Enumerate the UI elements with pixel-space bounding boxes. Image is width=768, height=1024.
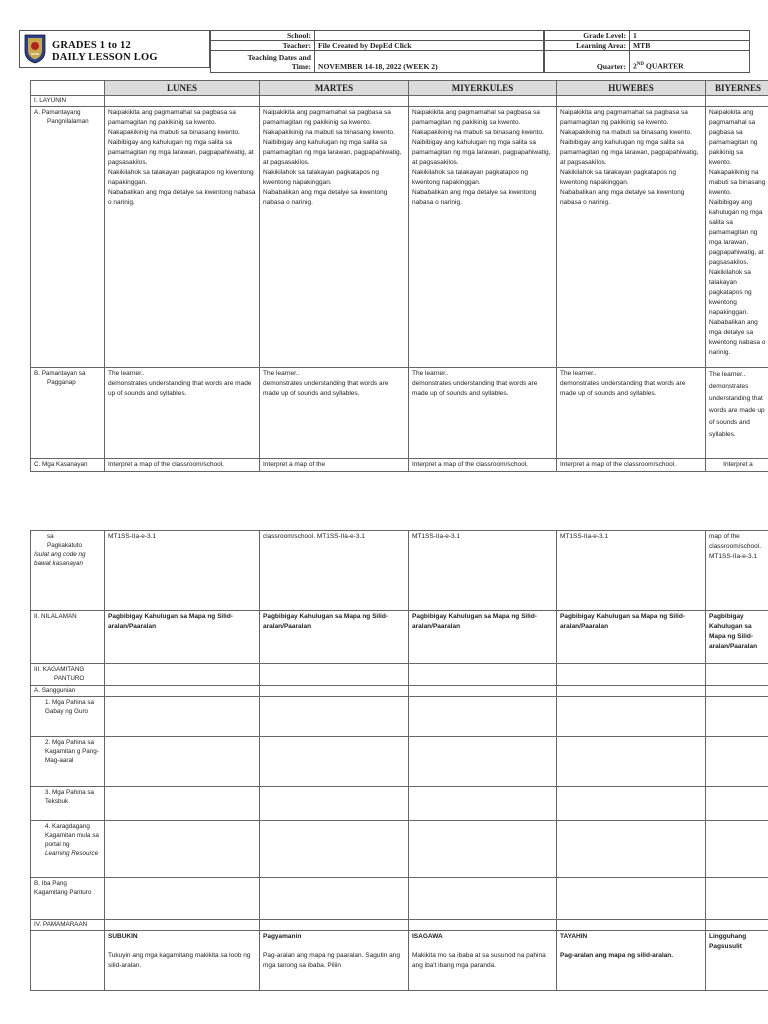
day-header-lunes: LUNES: [105, 81, 260, 96]
label-line: B. Pamantayan sa: [34, 370, 86, 377]
empty-cell: [557, 737, 706, 787]
empty-cell: [260, 664, 409, 686]
procedure-lunes: [105, 931, 260, 991]
empty-cell: [557, 686, 706, 697]
content-martes: Pagbibigay Kahulugan sa Mapa ng Silid-aralan/Paaralan: [260, 611, 409, 664]
label-line: 4. Karagdagang Kagamitan mula sa portal ng: [45, 823, 99, 848]
empty-cell: [105, 821, 260, 878]
empty-cell: [409, 697, 557, 737]
empty-cell: [105, 787, 260, 821]
label-sanggunian: A. Sanggunian: [31, 686, 105, 697]
standards-biyernes: The learner.. demonstrates understanding that words are made up of sounds and syllables.: [706, 368, 768, 459]
quarter-value: [630, 51, 750, 73]
objectives-martes: Naipakikita ang pagmamahal sa pagbasa sa pamamagitan ng pakikinig sa kwento. Nakapakikinig na mabuti sa binasang kwento. Naibibigay ang kahulugan ng mga salita sa pamamagitan ng mga larawan, pagpapahiwatig, at pagsasakilos. Nakikilahok sa talakayan pagkatapos ng kwentong napakinggan. Nababalikan ang mga detalye sa kwentong nabasa o narinig.: [260, 107, 409, 368]
header-class-table: [544, 30, 750, 73]
label-pamamaraan: IV. PAMAMARAAN: [31, 920, 105, 931]
lesson-log-table-1: [30, 80, 768, 472]
empty-cell: [706, 878, 768, 920]
content-lunes: Pagbibigay Kahulugan sa Mapa ng Silid-aralan/Paaralan: [105, 611, 260, 664]
objectives-miyerkules: Naipakikita ang pagmamahal sa pagbasa sa pamamagitan ng pakikinig sa kwento. Nakapakikinig na mabuti sa binasang kwento. Naibibigay ang kahulugan ng mga salita sa pamamagitan ng mga larawan, pagpapahiwatig, at pagsasakilos. Nakikilahok sa talakayan pagkatapos ng kwentong napakinggan. Nababalikan ang mga detalye sa kwentong nabasa o narinig.: [409, 107, 557, 368]
quarter-number: 2: [633, 62, 637, 71]
empty-cell: [409, 878, 557, 920]
deped-seal-icon: [23, 33, 47, 64]
skills-martes-part2: classroom/school. MT1SS-IIa-e-3.1: [260, 531, 409, 611]
label-pamantayan-sa-pagganap: [31, 368, 105, 459]
empty-cell: [557, 787, 706, 821]
header-title-line2: DAILY LESSON LOG: [52, 52, 158, 63]
skills-lunes-part1: Interpret a map of the classroom/school.: [105, 459, 260, 472]
empty-cell: [706, 697, 768, 737]
quarter-label: Quarter:: [545, 51, 630, 73]
label-line: A. Pamantayang: [34, 109, 81, 116]
empty-cell: [557, 96, 706, 107]
empty-cell: [557, 878, 706, 920]
procedure-heading-miyerkules: ISAGAWA: [412, 933, 443, 940]
label-line: sa: [47, 533, 54, 540]
skills-lunes-part2: MT1SS-IIa-e-3.1: [105, 531, 260, 611]
empty-cell: [706, 787, 768, 821]
label-kagamitan-pang-mag-aaral: 2. Mga Pahina sa Kagamitan g Pang-Mag-aaral: [31, 737, 105, 787]
lesson-log-table-2: [30, 530, 768, 991]
grade-label: Grade Level:: [545, 31, 630, 41]
area-label: Learning Area:: [545, 41, 630, 51]
empty-cell: [706, 821, 768, 878]
procedure-heading-martes: Pagyamanin: [263, 933, 302, 940]
empty-cell: [706, 96, 768, 107]
empty-cell: [706, 664, 768, 686]
label-line: Pangnilalaman: [47, 118, 89, 125]
label-mga-kasanayan: C. Mga Kasanayan: [31, 459, 105, 472]
empty-cell: [260, 878, 409, 920]
empty-cell: [31, 931, 105, 991]
empty-cell: [260, 96, 409, 107]
objectives-lunes: Naipakikita ang pagmamahal sa pagbasa sa pamamagitan ng pakikinig sa kwento. Nakapakikinig na mabuti sa binasang kwento. Naibibigay ang kahulugan ng mga salita sa pamamagitan ng mga larawan, pagpapahiwatig, at pagsasakilos. Nakikilahok sa talakayan pagkatapos ng kwentong napakinggan. Nababalikan ang mga detalye sa kwentong nabasa o narinig.: [105, 107, 260, 368]
standards-martes: The learner.. demonstrates understanding that words are made up of sounds and syllables.: [260, 368, 409, 459]
day-header-martes: MARTES: [260, 81, 409, 96]
school-label: School:: [211, 31, 315, 41]
standards-miyerkules: The learner.. demonstrates understanding that words are made up of sounds and syllables.: [409, 368, 557, 459]
skills-miyerkules-part1: Interpret a map of the classroom/school.: [409, 459, 557, 472]
label-pamantayang-pangnilalaman: [31, 107, 105, 368]
skills-miyerkules-part2: MT1SS-IIa-e-3.1: [409, 531, 557, 611]
procedure-heading-biyernes: Lingguhang Pagsusulit: [709, 933, 747, 950]
dates-label-line1: Teaching Dates and: [247, 52, 311, 62]
header-info-table: [210, 30, 544, 73]
empty-cell: [706, 920, 768, 931]
label-teksbuk: 3. Mga Pahina sa Teksbuk: [31, 787, 105, 821]
empty-cell: [105, 737, 260, 787]
content-huwebes: Pagbibigay Kahulugan sa Mapa ng Silid-aralan/Paaralan: [557, 611, 706, 664]
label-gabay-ng-guro: 1. Mga Pahina sa Gabay ng Guro: [31, 697, 105, 737]
dates-label-line2: Time:: [291, 61, 311, 71]
quarter-suffix: ND: [636, 62, 645, 68]
skills-huwebes-part2: MT1SS-IIa-e-3.1: [557, 531, 706, 611]
teacher-label: Teacher:: [211, 41, 315, 51]
empty-cell: [260, 787, 409, 821]
day-header-biyernes: BIYERNES: [706, 81, 768, 96]
procedure-heading-lunes: SUBUKIN: [108, 933, 138, 940]
empty-cell: [557, 920, 706, 931]
objectives-biyernes: Naipakikita ang pagmamahal sa pagbasa sa pamamagitan ng pakikinig sa kwento. Nakapakikinig na mabuti sa binasang kwento. Naibibigay ang kahulugan ng mga salita sa pamamagitan ng mga larawan, pagpapahiwatig, at pagsasakilos. Nakikilahok sa talakayan pagkatapos ng kwentong napakinggan. Nababalikan ang mga detalye sa kwentong nabasa o narinig.: [706, 107, 768, 368]
procedure-biyernes: [706, 931, 768, 991]
content-biyernes: Pagbibigay Kahulugan sa Mapa ng Silid-aralan/Paaralan: [706, 611, 768, 664]
label-kagamitang-panturo: [31, 664, 105, 686]
empty-cell: [260, 920, 409, 931]
empty-cell: [409, 920, 557, 931]
corner-cell: [31, 81, 105, 96]
empty-cell: [409, 664, 557, 686]
day-header-miyerkules: MIYERKULES: [409, 81, 557, 96]
skills-martes-part1: Interpret a map of the: [260, 459, 409, 472]
dates-label: [211, 51, 315, 73]
procedure-text-huwebes: Pag-aralan ang mapa ng silid-aralan.: [560, 952, 674, 959]
quarter-word: QUARTER: [644, 62, 684, 71]
empty-cell: [105, 686, 260, 697]
empty-cell: [260, 686, 409, 697]
dates-value: NOVEMBER 14-18, 2022 (WEEK 2): [315, 51, 544, 73]
procedure-miyerkules: [409, 931, 557, 991]
empty-cell: [409, 96, 557, 107]
empty-cell: [409, 686, 557, 697]
school-value: [315, 31, 544, 41]
empty-cell: [105, 96, 260, 107]
empty-cell: [409, 737, 557, 787]
empty-cell: [260, 737, 409, 787]
empty-cell: [409, 821, 557, 878]
skills-biyernes-part1: Interpret a: [706, 459, 768, 472]
area-value: MTB: [630, 41, 750, 51]
empty-cell: [706, 737, 768, 787]
grade-value: 1: [630, 31, 750, 41]
label-line: PANTURO: [54, 675, 85, 682]
content-miyerkules: Pagbibigay Kahulugan sa Mapa ng Silid-aralan/Paaralan: [409, 611, 557, 664]
empty-cell: [557, 664, 706, 686]
empty-cell: [557, 821, 706, 878]
label-line: Pagkakatuto: [47, 542, 83, 549]
procedure-martes: [260, 931, 409, 991]
procedure-text-miyerkules: Makikita mo sa ibaba at sa susunod na pahina ang iba't ibang mga paranda.: [412, 952, 546, 969]
empty-cell: [105, 697, 260, 737]
day-header-huwebes: HUWEBES: [557, 81, 706, 96]
objectives-huwebes: Naipakikita ang pagmamahal sa pagbasa sa pamamagitan ng pakikinig sa kwento. Nakapakikinig na mabuti sa binasang kwento. Naibibigay ang kahulugan ng mga salita sa pamamagitan ng mga larawan, pagpapahiwatig, at pagsasakilos. Nakikilahok sa talakayan pagkatapos ng kwentong napakinggan. Nababalikan ang mga detalye sa kwentong nabasa o narinig.: [557, 107, 706, 368]
empty-cell: [557, 697, 706, 737]
procedure-text-martes: Pag-aralan ang mapa ng paaralan. Sagutin ang mga tanong sa ibaba. Piliin: [263, 952, 400, 969]
empty-cell: [409, 787, 557, 821]
empty-cell: [260, 697, 409, 737]
empty-cell: [260, 821, 409, 878]
label-nilalaman: II. NILALAMAN: [31, 611, 105, 664]
label-karagdagang-kagamitan: [31, 821, 105, 878]
section-layunin: I. LAYUNIN: [31, 96, 105, 107]
empty-cell: [105, 878, 260, 920]
teacher-value: File Created by DepEd Click: [315, 41, 544, 51]
empty-cell: [105, 664, 260, 686]
procedure-text-lunes: Tukuyin ang mga kagamitang makikita sa loob ng silid-aralan.: [108, 952, 251, 969]
empty-cell: [105, 920, 260, 931]
label-line: III. KAGAMITANG: [34, 666, 85, 673]
label-iba-pang-kagamitan: B. Iba Pang Kagamitang Panturo: [31, 878, 105, 920]
label-line: Pagganap: [47, 379, 76, 386]
header-title-line1: GRADES 1 to 12: [52, 40, 131, 51]
label-kasanayan-cont: [31, 531, 105, 611]
label-line: Learning Resource: [45, 850, 99, 857]
empty-cell: [706, 686, 768, 697]
label-line: Isulat ang code ng bawat kasanayan: [34, 551, 86, 567]
skills-biyernes-part2: map of the classroom/school. MT1SS-IIa-e-3.1: [706, 531, 768, 611]
procedure-huwebes: [557, 931, 706, 991]
standards-huwebes: The learner.. demonstrates understanding that words are made up of sounds and syllables.: [557, 368, 706, 459]
procedure-heading-huwebes: TAYAHIN: [560, 933, 588, 940]
skills-huwebes-part1: Interpret a map of the classroom/school.: [557, 459, 706, 472]
standards-lunes: The learner.. demonstrates understanding that words are made up of sounds and syllables.: [105, 368, 260, 459]
